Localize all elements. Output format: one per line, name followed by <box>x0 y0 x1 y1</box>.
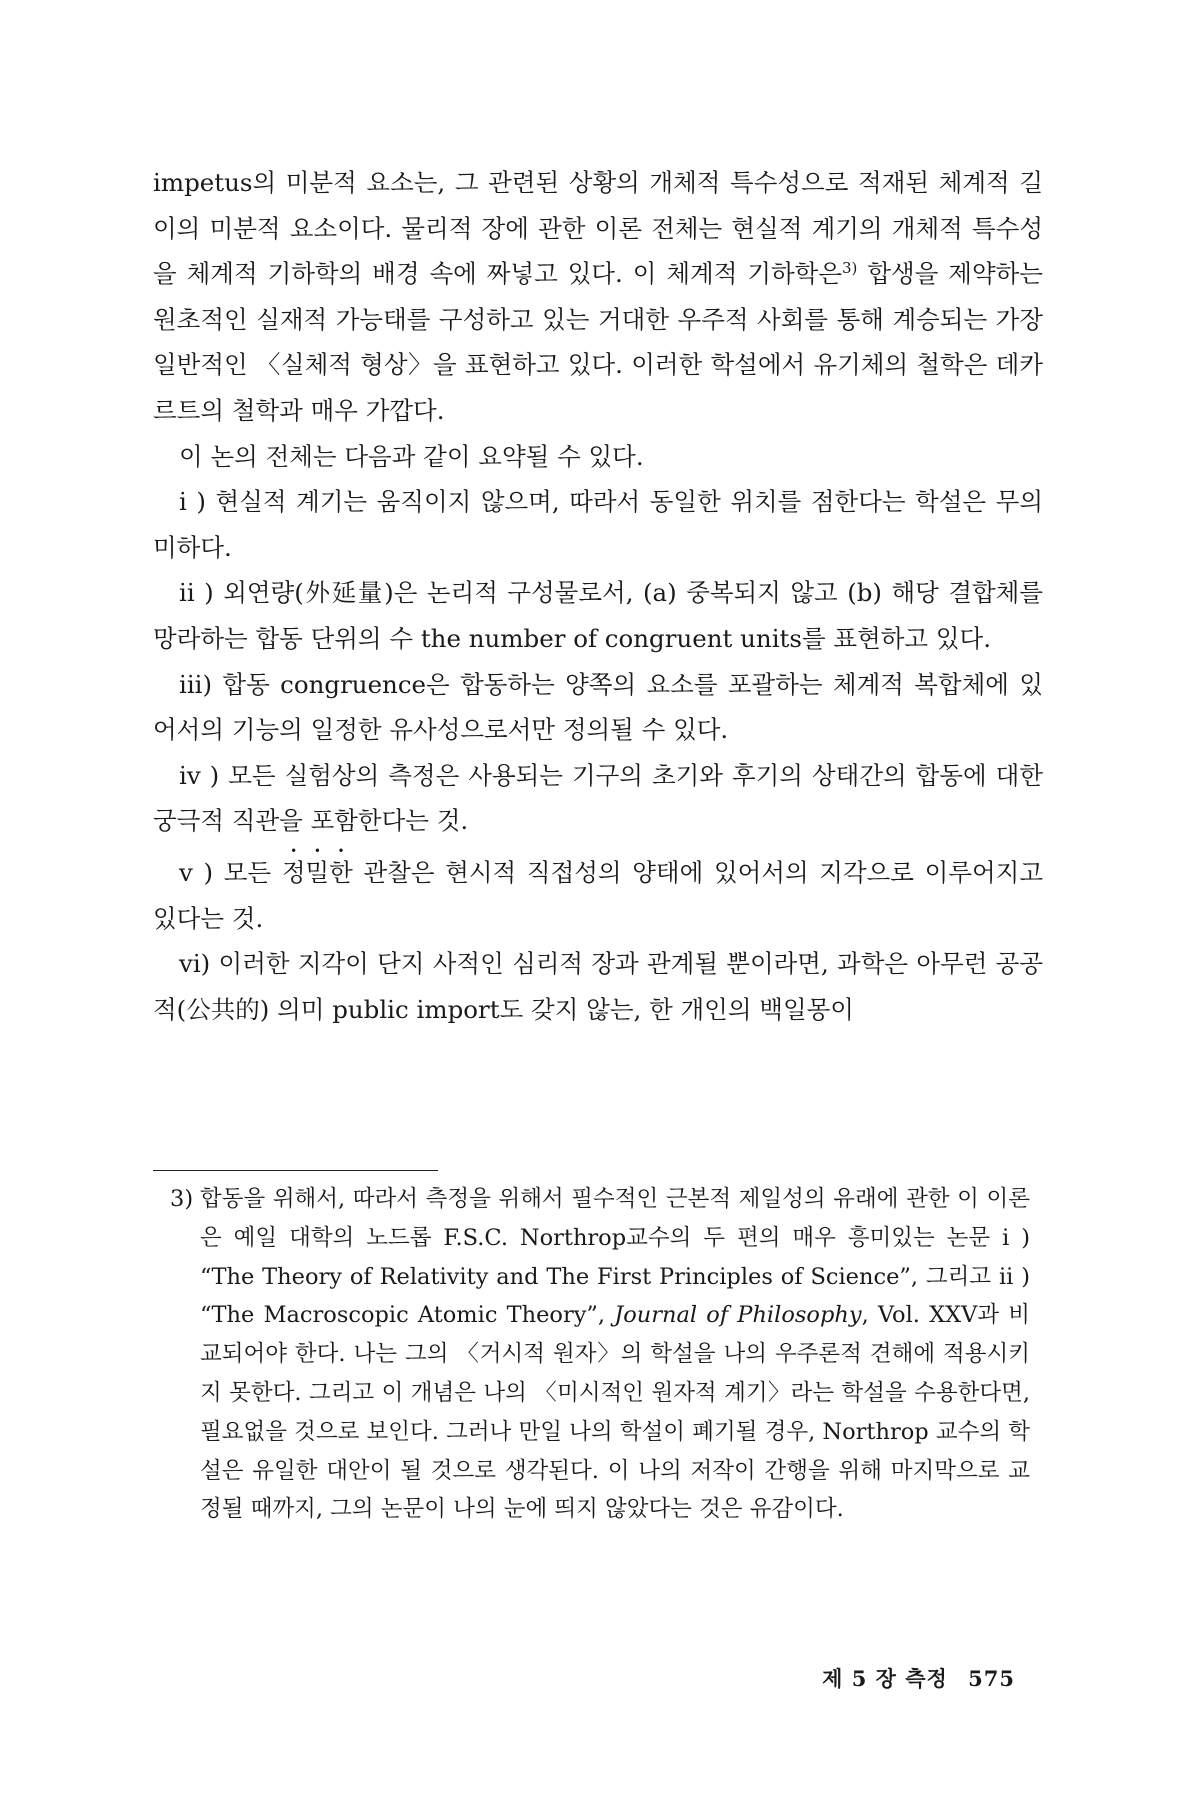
list-item: iv ) 모든 실험상의 측정은 사용되는 기구의 초기와 후기의 상태간의 합동에 대한 궁극적 직관을 포함한다는 것. <box>153 760 1043 836</box>
footnote-separator <box>153 1170 438 1171</box>
list-item: vi) 이러한 지각이 단지 사적인 심리적 장과 관계될 뿐이라면, 과학은 아무런 공공적(公共的) 의미 public import도 갖지 않는, 한 개인의 백일몽이 <box>153 949 1043 1024</box>
footnote-text: 합동을 위해서, 따라서 측정을 위해서 필수적인 근본적 제일성의 유래에 관한 이 이론은 예일 대학의 노드롭 F.S.C. Northrop교수의 두 편의 매우 흥미있는 논문 i ) “The Theory of Relativity and The First Principles of Science”, 그리고 ii ) “The Macroscopic Atomic Theory”, Journal of Philosophy, Vol. XXV과 비교되어야 한다. 나는 그의 〈거시적 원자〉의 학설을 나의 우주론적 견해에 적용시키지 못한다. 그리고 이 개념은 나의 〈미시적인 원자적 계기〉라는 학설을 수용한다면, 필요없을 것으로 보인다. 그러나 만일 나의 학설이 폐기될 경우, Northrop 교수의 학설은 유일한 대안이 될 것으로 생각된다. 이 나의 저작이 간행을 위해 마지막으로 교정될 때까지, 그의 논문이 나의 눈에 띄지 않았다는 것은 유감이다. <box>200 1186 1031 1523</box>
paragraph: impetus의 미분적 요소는, 그 관련된 상황의 개체적 특수성으로 적재된 체계적 길이의 미분적 요소이다. 물리적 장에 관한 이론 전체는 현실적 계기의 개체적 특수성을 체계적 기하학의 배경 속에 짜넣고 있다. 이 체계적 기하학은$^{3)}$ 합생을 제약하는 원초적인 실재적 가능태를 구성하고 있는 거대한 우주적 사회를 통해 계승되는 가장 일반적인 〈실체적 형상〉을 표현하고 있다. 이러한 학설에서 유기체의 철학은 데카르트의 철학과 매우 가깝다. <box>153 168 1043 425</box>
list-item: v ) 모든 정밀한 관찰은 현시적 직접성의 양태에 있어서의 지각으로 이루어지고 있다는 것. <box>153 857 1043 933</box>
paragraph: 이 논의 전체는 다음과 같이 요약될 수 있다. <box>179 441 644 471</box>
emphasized-word: 정밀한 <box>281 857 353 887</box>
footnote <box>170 1180 1030 1529</box>
main-text <box>153 160 1043 1032</box>
footnote-reference[interactable]: 3) <box>842 259 858 278</box>
journal-title: Journal of Philosophy <box>614 1302 862 1329</box>
chapter-title: 제 5 장 측정 <box>822 1666 948 1691</box>
list-item: ii ) 외연량(外延量)은 논리적 구성물로서, (a) 중복되지 않고 (b) 해당 결합체를 망라하는 합동 단위의 수 the number of congruent units를 표현하고 있다. <box>153 578 1043 653</box>
list-item: iii) 합동 congruence은 합동하는 양쪽의 요소를 포괄하는 체계적 복합체에 있어서의 기능의 일정한 유사성으로서만 정의될 수 있다. <box>153 669 1043 745</box>
footnote-number: 3) <box>170 1186 194 1212</box>
running-footer <box>810 1663 1015 1693</box>
list-item: i ) 현실적 계기는 움직이지 않으며, 따라서 동일한 위치를 점한다는 학설은 무의미하다. <box>153 487 1043 562</box>
page-number: 575 <box>968 1666 1015 1691</box>
